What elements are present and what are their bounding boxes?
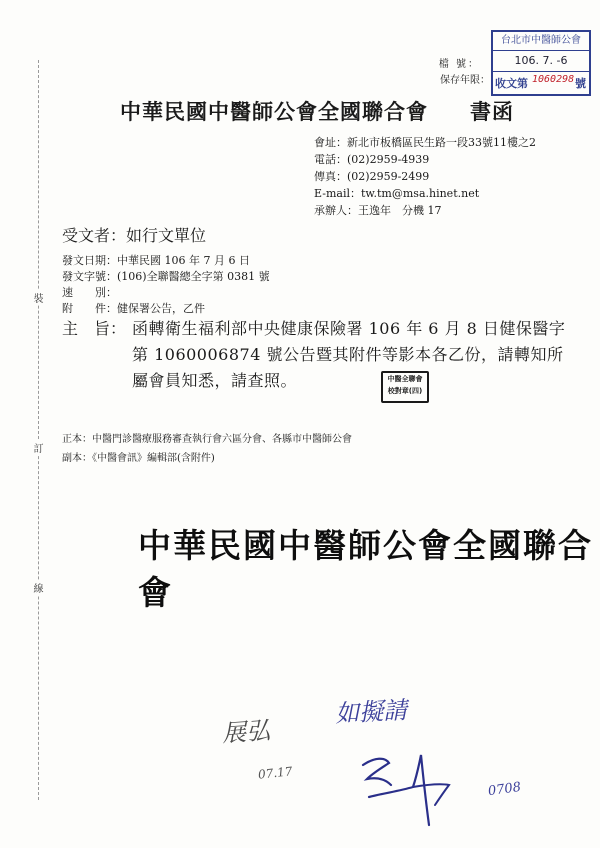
sender-address-label: 會址： xyxy=(314,136,347,149)
receipt-stamp xyxy=(491,30,591,96)
subject-label: 主 旨： xyxy=(62,319,127,338)
issue-date-label: 發文日期： xyxy=(62,254,117,267)
attachment-row xyxy=(62,300,205,316)
receipt-stamp-number: 1060298 xyxy=(532,74,575,85)
binding-char-2: 訂 xyxy=(32,440,45,455)
attachment-label: 附 件： xyxy=(62,302,117,315)
receipt-stamp-date: 106. 7. -6 xyxy=(493,51,589,72)
sender-email-label: E-mail： xyxy=(314,187,361,200)
urgency-row xyxy=(62,284,117,300)
issue-number-label: 發文字號： xyxy=(62,270,117,283)
binding-char-1: 裝 xyxy=(32,290,45,305)
document-type: 書函 xyxy=(470,99,514,124)
sender-contact-value: 王逸年 分機 17 xyxy=(358,204,442,217)
handwritten-note-1: 展弘 xyxy=(221,716,272,748)
handwritten-date-1: 07.17 xyxy=(257,764,293,782)
issue-date-row xyxy=(62,252,250,268)
sender-contact-row xyxy=(314,202,442,218)
sender-email-value[interactable]: tw.tm@msa.hinet.net xyxy=(360,187,480,200)
urgency-label: 速 別： xyxy=(62,286,117,299)
binding-char-3: 線 xyxy=(32,580,45,595)
receipt-stamp-org: 台北市中醫師公會 xyxy=(493,32,589,51)
original-copy-label: 正本： xyxy=(62,434,92,445)
sender-phone-value: (02)2959-4939 xyxy=(347,153,430,166)
handwritten-note-2: 如擬請 xyxy=(334,696,408,728)
sender-phone-row xyxy=(314,151,429,167)
proofreading-stamp-line1: 中醫全聯會 xyxy=(387,375,423,383)
handwritten-date-2: 0708 xyxy=(487,779,522,800)
sender-fax-label: 傳真： xyxy=(314,170,347,183)
duplicate-copy-row xyxy=(62,449,215,464)
recipient-label: 受文者： xyxy=(62,226,127,245)
receipt-stamp-label: 收文第 xyxy=(495,77,528,90)
sender-email-row xyxy=(314,185,479,201)
proofreading-stamp xyxy=(381,371,429,403)
attachment-value: 健保署公告，乙件 xyxy=(117,302,205,315)
subject-text: 函轉衛生福利部中央健康保險署 106 年 6 月 8 日健保醫字第 1060006874 號公告暨其附件等影本各乙份，請轉知所屬會員知悉，請查照。 xyxy=(132,319,566,390)
original-copy-value: 中醫門診醫療服務審查執行會六區分會、各縣市中醫師公會 xyxy=(92,434,352,445)
sender-fax-row xyxy=(314,168,429,184)
duplicate-copy-value: 《中醫會訊》編輯部(含附件) xyxy=(92,453,215,464)
retention-label: 保存年限： xyxy=(440,75,490,86)
document-title xyxy=(120,96,514,126)
handwritten-signature xyxy=(355,745,455,835)
proofreading-stamp-line2: 校對章(四) xyxy=(387,387,423,395)
sender-address-row xyxy=(314,134,536,150)
sender-address-value: 新北市板橋區民生路一段33號11樓之2 xyxy=(347,136,536,149)
sender-contact-label: 承辦人： xyxy=(314,204,358,217)
issuer-name: 中華民國中醫師公會全國聯合會 xyxy=(120,99,428,124)
file-no-label: 檔 號： xyxy=(438,59,480,70)
official-seal: 中華民國中醫師公會全國聯合會 xyxy=(138,526,593,612)
duplicate-copy-label: 副本： xyxy=(62,453,92,464)
receipt-stamp-suffix: 號 xyxy=(575,77,586,90)
issue-number-row xyxy=(62,268,270,284)
recipient-value: 如行文單位 xyxy=(126,226,207,245)
sender-fax-value: (02)2959-2499 xyxy=(347,170,430,183)
original-copy-row xyxy=(62,430,352,445)
recipient-row xyxy=(62,223,206,246)
binding-margin-line xyxy=(38,60,39,800)
sender-phone-label: 電話： xyxy=(314,153,347,166)
issue-number-value: (106)全聯醫總全字第 0381 號 xyxy=(117,270,270,283)
issue-date-value: 中華民國 106 年 7 月 6 日 xyxy=(117,254,250,267)
